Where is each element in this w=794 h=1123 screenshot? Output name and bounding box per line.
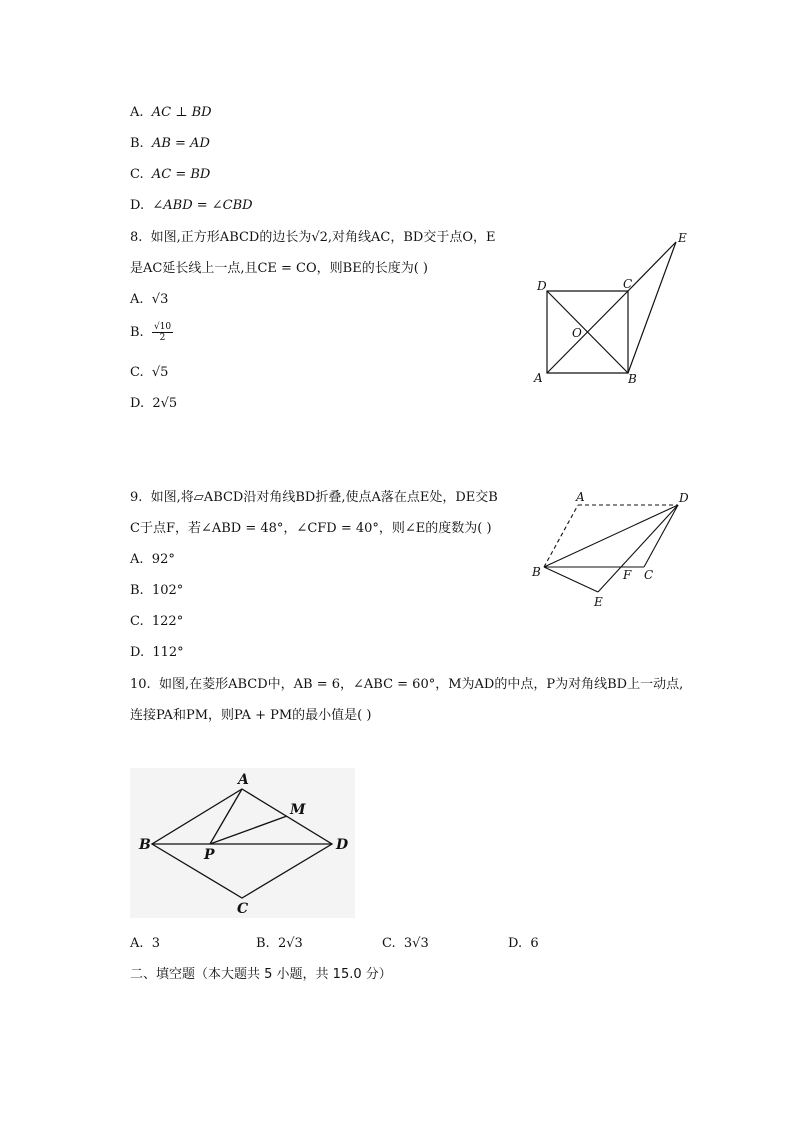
option-text: 3√3 xyxy=(403,936,429,951)
question-number: 8. xyxy=(130,230,143,245)
segment-be xyxy=(628,242,676,373)
q10-figure xyxy=(130,768,360,920)
segment-ed xyxy=(598,505,678,592)
q7-option-b xyxy=(130,135,210,153)
label-d: D xyxy=(336,837,349,853)
option-letter: B. xyxy=(130,136,144,151)
fraction-numerator: √10 xyxy=(153,322,172,332)
option-text: 2√5 xyxy=(152,396,178,411)
label-e: E xyxy=(594,595,603,609)
q10-stem-line1 xyxy=(130,676,683,694)
option-text: √5 xyxy=(151,365,169,380)
q9-option-a xyxy=(130,551,175,569)
q9-option-c xyxy=(130,613,183,631)
option-letter: A. xyxy=(130,292,144,307)
q8-stem-line2 xyxy=(130,260,428,278)
label-c: C xyxy=(237,901,249,917)
option-letter: A. xyxy=(130,552,144,567)
option-letter: D. xyxy=(130,198,145,213)
label-c: C xyxy=(623,277,633,291)
label-b: B xyxy=(139,837,151,853)
option-letter: C. xyxy=(130,167,144,182)
option-text: AB = AD xyxy=(151,136,210,151)
question-text: 连接PA和PM，则PA + PM的最小值是( ) xyxy=(130,708,372,723)
q10-stem-line2 xyxy=(130,707,371,725)
label-d: D xyxy=(679,491,689,505)
q7-option-a xyxy=(130,104,212,122)
segment-be xyxy=(544,567,598,592)
label-b: B xyxy=(628,372,637,386)
question-number: 10. xyxy=(130,677,151,692)
label-e: E xyxy=(678,231,687,245)
q8-option-c xyxy=(130,364,168,382)
option-letter: C. xyxy=(130,614,144,629)
option-text: 102° xyxy=(151,583,184,598)
q9-option-b xyxy=(130,582,183,600)
question-text: 如图,在菱形ABCD中，AB = 6，∠ABC = 60°，M为AD的中点，P为对角线BD上一动点, xyxy=(158,677,684,692)
q8-stem-line1 xyxy=(130,229,496,247)
q8-option-d xyxy=(130,395,177,413)
q9-stem-line2 xyxy=(130,520,492,538)
question-number: 9. xyxy=(130,490,143,505)
q8-option-a xyxy=(130,291,168,309)
option-text: AC ⊥ BD xyxy=(151,105,212,120)
segment-ba-dashed xyxy=(544,505,578,567)
option-letter: D. xyxy=(508,936,523,951)
label-a: A xyxy=(534,371,543,385)
fraction-denominator: 2 xyxy=(159,333,166,343)
label-a: A xyxy=(238,772,249,788)
option-text: 3 xyxy=(151,936,161,951)
option-letter: D. xyxy=(130,645,145,660)
option-letter: A. xyxy=(130,105,144,120)
question-text: 如图,正方形ABCD的边长为√2,对角线AC，BD交于点O，E xyxy=(150,230,496,245)
label-d: D xyxy=(537,279,547,293)
q9-stem-line1 xyxy=(130,489,498,507)
label-b: B xyxy=(532,565,541,579)
question-text: 是AC延长线上一点,且CE = CO，则BE的长度为( ) xyxy=(130,261,428,276)
q8-figure xyxy=(530,228,700,393)
fraction xyxy=(152,322,173,343)
q9-option-d xyxy=(130,644,184,662)
extension-ce xyxy=(628,242,676,291)
option-letter: B. xyxy=(130,583,144,598)
q10-option-b xyxy=(256,935,303,953)
option-letter: A. xyxy=(130,936,144,951)
q8-option-b xyxy=(130,322,173,343)
label-o: O xyxy=(572,326,582,340)
section-2-heading: 二、填空题（本大题共 5 小题，共 15.0 分） xyxy=(130,967,392,982)
option-text: AC = BD xyxy=(151,167,211,182)
label-m: M xyxy=(290,802,306,818)
q10-option-d xyxy=(508,935,539,953)
label-p: P xyxy=(204,847,215,863)
label-a: A xyxy=(576,490,585,504)
option-text: 122° xyxy=(151,614,184,629)
figure-background xyxy=(130,768,355,918)
option-text: 6 xyxy=(530,936,539,951)
option-text: √3 xyxy=(151,292,169,307)
q9-figure xyxy=(530,488,700,613)
option-text: 2√3 xyxy=(277,936,303,951)
question-text: 如图,将▱ABCD沿对角线BD折叠,使点A落在点E处，DE交B xyxy=(150,490,498,505)
q10-option-c xyxy=(382,935,429,953)
q10-option-a xyxy=(130,935,160,953)
option-letter: C. xyxy=(382,936,396,951)
option-text: ∠ABD = ∠CBD xyxy=(152,198,253,213)
option-letter: B. xyxy=(130,325,144,340)
question-text: C于点F，若∠ABD = 48°，∠CFD = 40°，则∠E的度数为( ) xyxy=(130,521,492,536)
option-text: 112° xyxy=(152,645,184,660)
q7-option-c xyxy=(130,166,210,184)
option-letter: C. xyxy=(130,365,144,380)
q7-option-d xyxy=(130,197,253,215)
diagonal-bd xyxy=(544,505,678,567)
option-letter: D. xyxy=(130,396,145,411)
option-letter: B. xyxy=(256,936,270,951)
label-f: F xyxy=(623,568,632,582)
option-text: 92° xyxy=(151,552,175,567)
label-c: C xyxy=(644,568,654,582)
